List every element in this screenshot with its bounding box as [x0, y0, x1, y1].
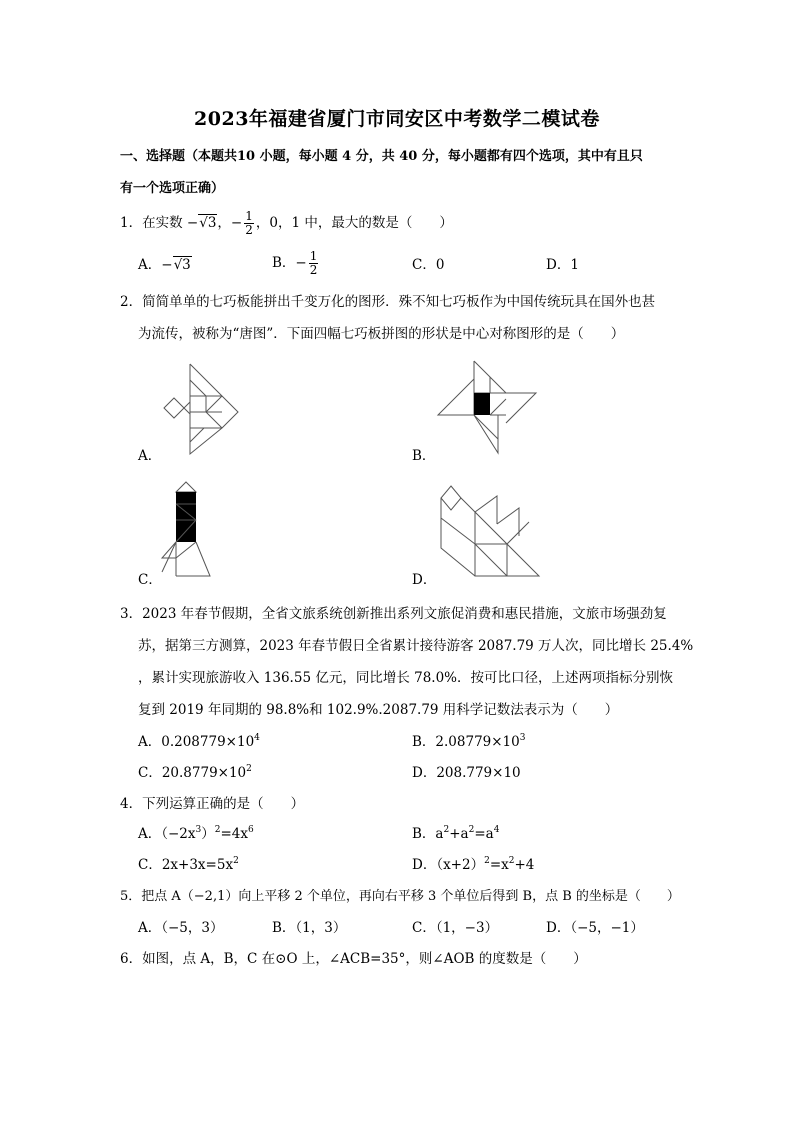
- tangram-figure-c: [160, 480, 214, 580]
- q4-option-d: D．$(x+2)^2=x^2+4$: [412, 856, 535, 873]
- question-3-line1: 3．2023 年春节假期，全省文旅系统创新推出系列文旅促消费和惠民措施，文旅市场强劲复: [120, 606, 667, 622]
- tangram-figure-a: [160, 362, 242, 458]
- q5-option-b: B．（1，3）: [272, 920, 347, 936]
- tangram-figure-b: [436, 357, 540, 457]
- question-6-stem: 6．如图，点 A，B，C 在⊙O 上，∠ACB=35°，则∠AOB 的度数是（ ）: [120, 951, 587, 967]
- question-2-line1: 2．简简单单的七巧板能拼出千变万化的图形．殊不知七巧板作为中国传统玩具在国外也甚: [120, 294, 656, 310]
- question-1-stem: [120, 210, 453, 237]
- q1-option-a: A．−√3: [138, 257, 191, 273]
- q1-option-b: B．− $\frac{1}{2}$: [272, 249, 318, 277]
- q1-post: ，0，1 中，最大的数是（ ）: [255, 215, 453, 231]
- q1-pre: 1．在实数 −: [120, 215, 199, 231]
- q3-option-d: D．208.779×10: [412, 765, 521, 781]
- q3-option-b: B．$2.08779\times 10^3$: [412, 733, 526, 750]
- section-header-line1: 一、选择题（本题共10 小题，每小题 4 分，共 40 分，每小题都有四个选项，其中有且只: [120, 149, 643, 164]
- page-title: 2023年福建省厦门市同安区中考数学二模试卷: [194, 108, 600, 130]
- question-3-line2: 苏，据第三方测算，2023 年春节假日全省累计接待游客 2087.79 万人次，同比增长 25.4%: [138, 638, 694, 654]
- tangram-figure-d: [435, 484, 547, 580]
- q3-option-c: C．$20.8779\times 10^2$: [138, 764, 252, 781]
- question-3-line3: ，累计实现旅游收入 136.55 亿元，同比增长 78.0%．按可比口径，上述两项指标分别恢: [138, 670, 673, 686]
- question-5-stem: 5．把点 A（−2,1）向上平移 2 个单位，再向右平移 3 个单位后得到 B，点 B 的坐标是（ ）: [120, 889, 680, 904]
- q1-fraction: $\frac{1}{2}$: [245, 209, 253, 237]
- q5-option-a: A．（−5，3）: [138, 920, 224, 936]
- q2-option-d: D．: [412, 572, 437, 588]
- q2-option-c: C．: [138, 572, 162, 588]
- q1-sep: ，−: [217, 215, 243, 231]
- q4-option-a: A．$(-2x^3)^2=4x^6$: [138, 825, 254, 842]
- question-4-stem: 4．下列运算正确的是（ ）: [120, 796, 305, 812]
- q1-option-c: C．0: [412, 257, 445, 273]
- q4-option-c: C．$2x+3x=5x^2$: [138, 856, 239, 873]
- question-3-line4: 复到 2019 年同期的 98.8%和 102.9%.2087.79 用科学记数法表示为（ ）: [138, 702, 619, 718]
- q5-option-d: D．（−5，−1）: [546, 920, 644, 936]
- q4-option-b: B．$a^2+a^2=a^4$: [412, 825, 500, 842]
- q3-option-a: A．$0.208779\times 10^4$: [138, 733, 260, 750]
- q1-option-d: D．1: [546, 257, 579, 273]
- q2-option-a: A．: [138, 448, 162, 464]
- section-header-line2: 有一个选项正确）: [120, 181, 225, 196]
- q1-sqrt: √3: [199, 215, 217, 231]
- q5-option-c: C．（1，−3）: [412, 920, 499, 936]
- q2-option-b: B．: [412, 448, 436, 464]
- question-2-line2: 为流传，被称为“唐图”．下面四幅七巧板拼图的形状是中心对称图形的是（ ）: [138, 326, 625, 342]
